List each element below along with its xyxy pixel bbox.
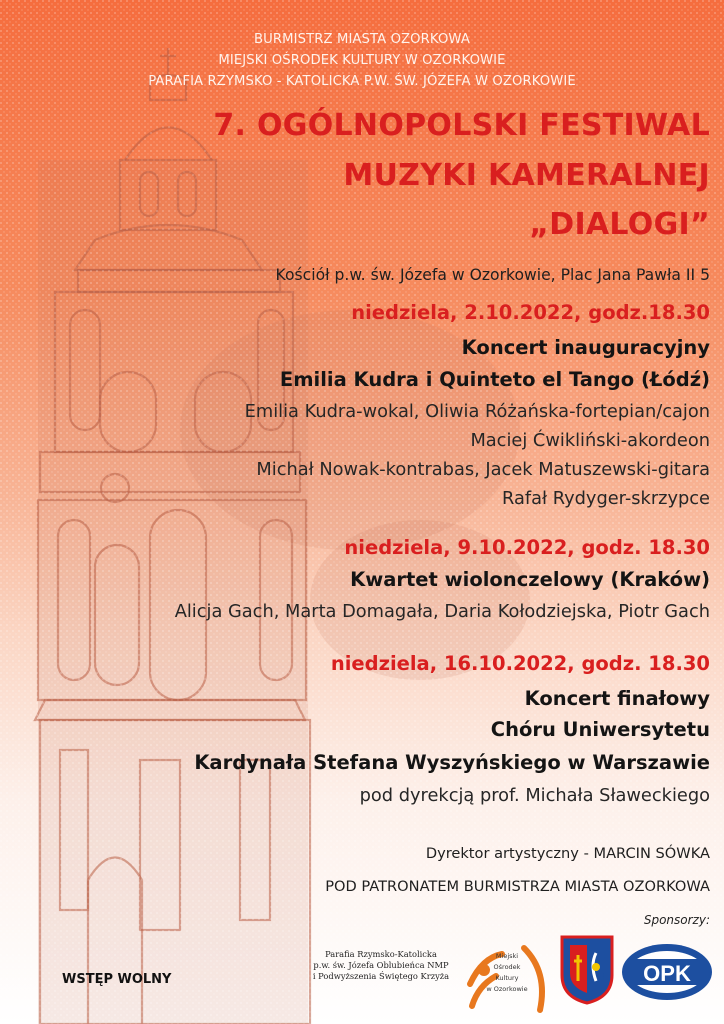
town-crest-logo bbox=[560, 935, 614, 1005]
artistic-director: Dyrektor artystyczny - MARCIN SÓWKA bbox=[425, 845, 710, 862]
parish-note-line: p.w. św. Józefa Oblubieńca NMP bbox=[313, 960, 449, 970]
opk-logo-text: OPK bbox=[643, 961, 691, 986]
sponsors-label: Sponsorzy: bbox=[643, 913, 710, 927]
mok-logo bbox=[462, 936, 554, 1018]
concert-heading: Koncert finałowy bbox=[524, 687, 710, 710]
concert-date: niedziela, 16.10.2022, godz. 18.30 bbox=[330, 652, 710, 675]
opk-logo bbox=[620, 942, 714, 1006]
concert-heading: Koncert inauguracyjny bbox=[461, 336, 710, 359]
mok-logo-text: Ośrodek bbox=[493, 963, 521, 971]
concert-date: niedziela, 2.10.2022, godz.18.30 bbox=[351, 301, 710, 324]
patronage: POD PATRONATEM BURMISTRZA MIASTA OZORKOWA bbox=[325, 878, 710, 895]
concert-heading: Kardynała Stefana Wyszyńskiego w Warszawie bbox=[194, 751, 710, 774]
mok-logo-text: Miejski bbox=[495, 952, 519, 960]
festival-title: „DIALOGI” bbox=[529, 207, 710, 242]
mok-logo-text: Kultury bbox=[495, 974, 519, 982]
opk-logo-subtext: Sp. z o.o. bbox=[654, 993, 680, 999]
performer-line: pod dyrekcją prof. Michała Sławeckiego bbox=[359, 785, 710, 806]
performer-line: Emilia Kudra-wokal, Oliwia Różańska-fortepian/cajon bbox=[244, 401, 710, 422]
festival-title: 7. OGÓLNOPOLSKI FESTIWAL bbox=[213, 108, 710, 143]
concert-heading: Chóru Uniwersytetu bbox=[490, 718, 710, 741]
free-admission: WSTĘP WOLNY bbox=[62, 972, 172, 987]
concert-heading: Kwartet wiolonczelowy (Kraków) bbox=[350, 568, 710, 591]
parish-note-line: Parafia Rzymsko-Katolicka bbox=[325, 949, 437, 959]
venue-location: Kościół p.w. św. Józefa w Ozorkowie, Plac Jana Pawła II 5 bbox=[275, 266, 710, 284]
performer-line: Michał Nowak-kontrabas, Jacek Matuszewski-gitara bbox=[256, 459, 710, 480]
mok-logo-text: w Ozorkowie bbox=[486, 985, 528, 993]
performer-line: Rafał Rydyger-skrzypce bbox=[502, 488, 710, 509]
organizer-line: BURMISTRZ MIASTA OZORKOWA bbox=[254, 32, 470, 47]
performer-line: Maciej Ćwikliński-akordeon bbox=[470, 430, 710, 451]
performer-line: Alicja Gach, Marta Domagała, Daria Kołodziejska, Piotr Gach bbox=[174, 601, 710, 622]
parish-note-line: i Podwyższenia Świętego Krzyża bbox=[312, 971, 450, 981]
concert-date: niedziela, 9.10.2022, godz. 18.30 bbox=[344, 536, 710, 559]
parish-note bbox=[312, 949, 450, 982]
concert-heading: Emilia Kudra i Quinteto el Tango (Łódź) bbox=[279, 368, 710, 391]
organizer-line: PARAFIA RZYMSKO - KATOLICKA P.W. ŚW. JÓZEFA W OZORKOWIE bbox=[148, 74, 576, 89]
organizer-line: MIEJSKI OŚRODEK KULTURY W OZORKOWIE bbox=[218, 53, 506, 68]
festival-title: MUZYKI KAMERALNEJ bbox=[343, 158, 710, 193]
